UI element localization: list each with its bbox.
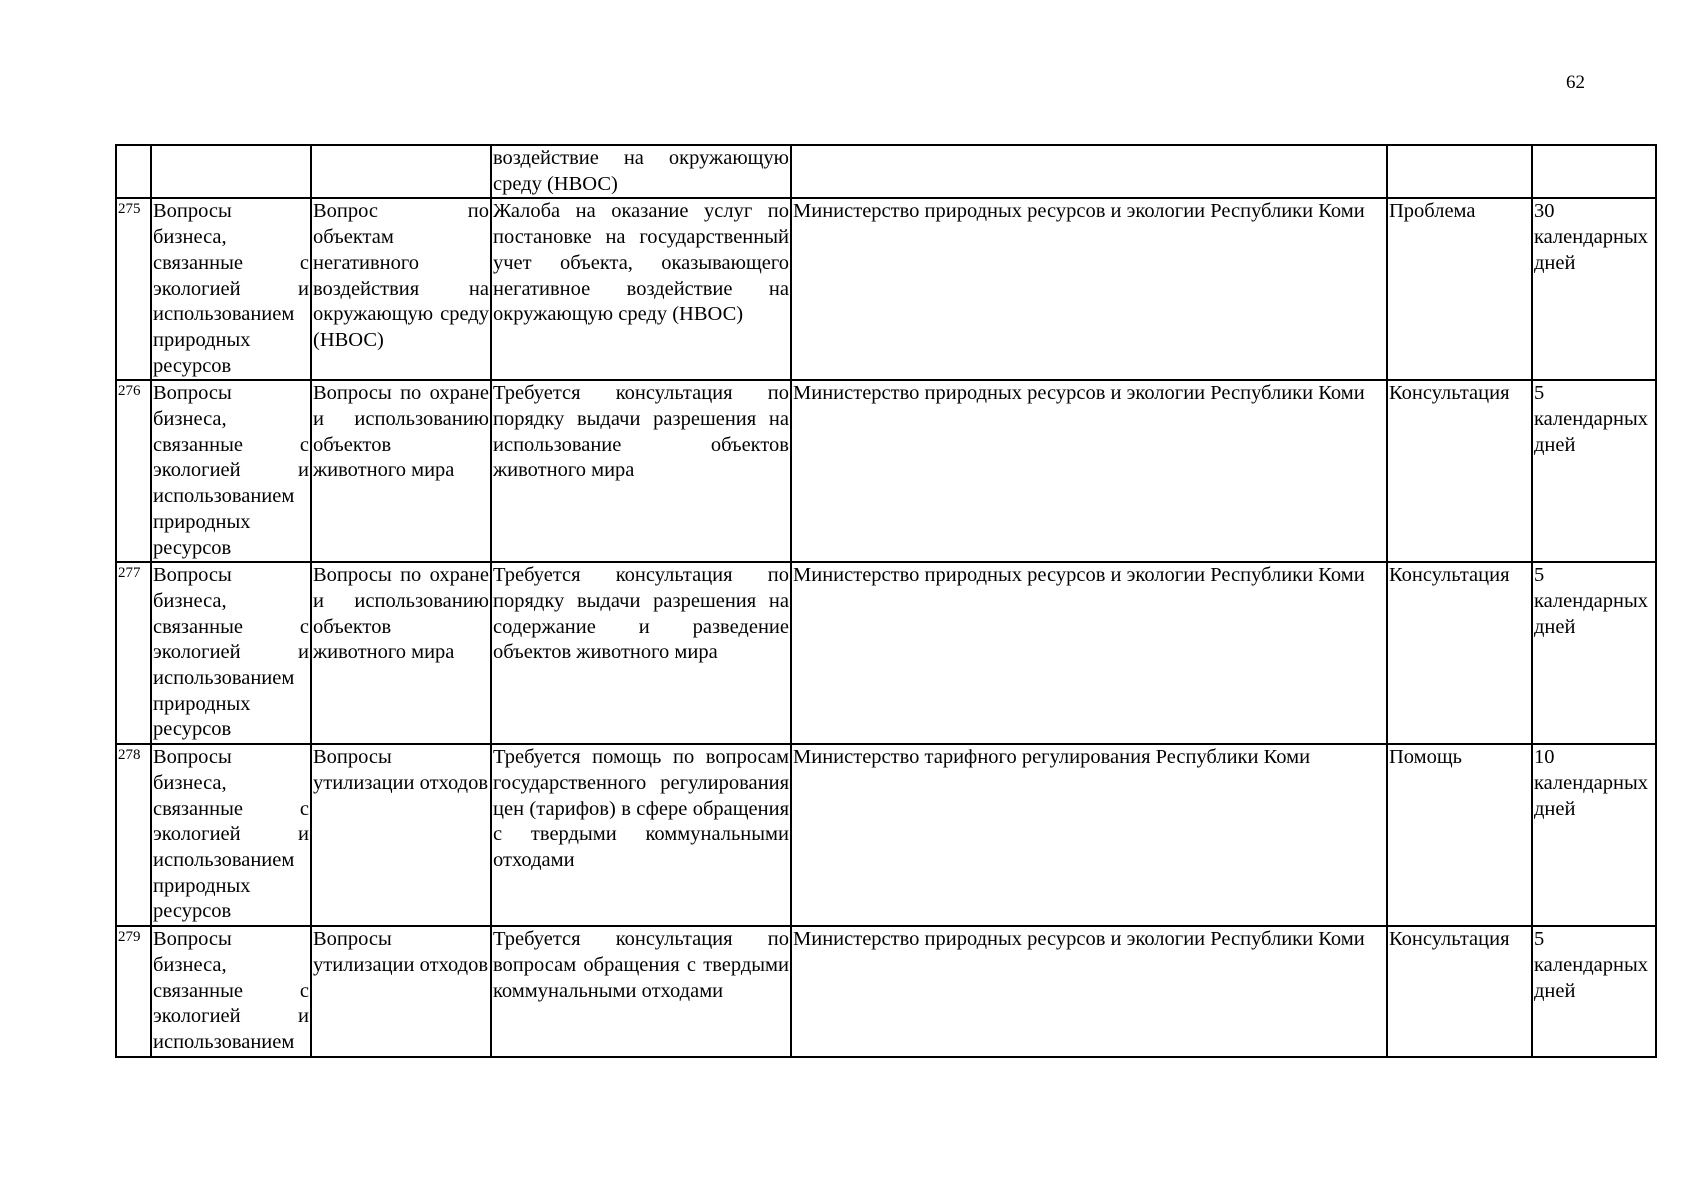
cell-request: воздействие на окружающую среду (НВОС)	[491, 145, 791, 198]
cell-num: 275	[116, 198, 151, 380]
cell-type: Помощь	[1387, 744, 1532, 926]
cell-type: Консультация	[1387, 926, 1532, 1057]
cell-request: Требуется консультация по порядку выдачи разрешения на использование объектов животного мира	[491, 380, 791, 562]
cell-topic	[311, 145, 491, 198]
cell-agency	[791, 145, 1387, 198]
cell-category: Вопросы бизнеса, связанные с экологией и использованием природных ресурсов	[151, 380, 311, 562]
cell-category: Вопросы бизнеса, связанные с экологией и использованием	[151, 926, 311, 1057]
cell-type	[1387, 145, 1532, 198]
table-row	[116, 926, 1656, 1057]
cell-num: 277	[116, 562, 151, 744]
cell-topic: Вопросы по охране и использованию объектов животного мира	[311, 380, 491, 562]
cell-num: 278	[116, 744, 151, 926]
cell-type: Консультация	[1387, 380, 1532, 562]
table-row	[116, 380, 1656, 562]
cell-request: Требуется помощь по вопросам государственного регулирования цен (тарифов) в сфере обращения с твердыми коммунальными отходами	[491, 744, 791, 926]
registry-table	[115, 144, 1657, 1058]
cell-deadline: 5 календарных дней	[1532, 562, 1656, 744]
table-row	[116, 744, 1656, 926]
cell-agency: Министерство природных ресурсов и экологии Республики Коми	[791, 562, 1387, 744]
cell-topic: Вопросы утилизации отходов	[311, 926, 491, 1057]
cell-deadline: 30 календарных дней	[1532, 198, 1656, 380]
cell-category	[151, 145, 311, 198]
table-row	[116, 198, 1656, 380]
cell-topic: Вопрос по объектам негативного воздействия на окружающую среду (НВОС)	[311, 198, 491, 380]
table-row-continuation	[116, 145, 1656, 198]
cell-agency: Министерство тарифного регулирования Республики Коми	[791, 744, 1387, 926]
cell-deadline: 10 календарных дней	[1532, 744, 1656, 926]
cell-type: Консультация	[1387, 562, 1532, 744]
cell-agency: Министерство природных ресурсов и экологии Республики Коми	[791, 198, 1387, 380]
table-row	[116, 562, 1656, 744]
cell-request: Жалоба на оказание услуг по постановке на государственный учет объекта, оказывающего негативное воздействие на окружающую среду (НВОС)	[491, 198, 791, 380]
cell-request: Требуется консультация по вопросам обращения с твердыми коммунальными отходами	[491, 926, 791, 1057]
page-number: 62	[1566, 72, 1585, 93]
cell-deadline: 5 календарных дней	[1532, 926, 1656, 1057]
cell-deadline: 5 календарных дней	[1532, 380, 1656, 562]
cell-category: Вопросы бизнеса, связанные с экологией и использованием природных ресурсов	[151, 562, 311, 744]
cell-topic: Вопросы утилизации отходов	[311, 744, 491, 926]
cell-type: Проблема	[1387, 198, 1532, 380]
cell-agency: Министерство природных ресурсов и экологии Республики Коми	[791, 926, 1387, 1057]
cell-num: 279	[116, 926, 151, 1057]
cell-category: Вопросы бизнеса, связанные с экологией и использованием природных ресурсов	[151, 744, 311, 926]
cell-topic: Вопросы по охране и использованию объектов животного мира	[311, 562, 491, 744]
cell-deadline	[1532, 145, 1656, 198]
cell-agency: Министерство природных ресурсов и экологии Республики Коми	[791, 380, 1387, 562]
cell-num: 276	[116, 380, 151, 562]
cell-category: Вопросы бизнеса, связанные с экологией и использованием природных ресурсов	[151, 198, 311, 380]
cell-num	[116, 145, 151, 198]
cell-request: Требуется консультация по порядку выдачи разрешения на содержание и разведение объектов животного мира	[491, 562, 791, 744]
